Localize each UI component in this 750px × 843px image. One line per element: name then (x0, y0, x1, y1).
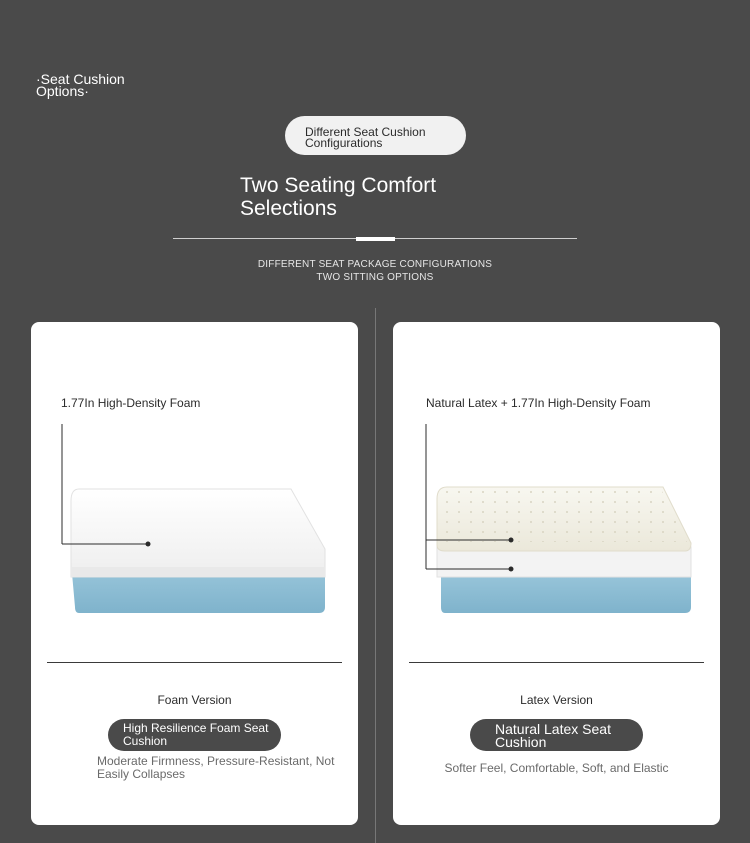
subtitle-line-2: TWO SITTING OPTIONS (316, 272, 434, 283)
section-label: ·Seat Cushion Options· (36, 71, 125, 99)
center-divider (375, 308, 376, 843)
latex-card-heading: Natural Latex + 1.77In High-Density Foam (426, 396, 651, 410)
foam-version-card (31, 322, 358, 825)
subtitle (200, 258, 550, 284)
card-divider (47, 662, 342, 663)
card-divider (409, 662, 704, 663)
latex-version-label: Latex Version (520, 693, 593, 707)
foam-version-label: Foam Version (157, 693, 232, 707)
foam-cushion-illustration (31, 417, 358, 627)
page-title: Two Seating Comfort Selections (240, 174, 437, 220)
foam-cushion-pill: High Resilience Foam Seat Cushion (108, 719, 281, 751)
latex-cushion-illustration (393, 417, 720, 627)
foam-top-layer (71, 489, 325, 577)
foam-card-heading: 1.77In High-Density Foam (61, 396, 201, 410)
foam-description: Moderate Firmness, Pressure-Resistant, Not Easily Collapses (97, 754, 335, 781)
latex-description: Softer Feel, Comfortable, Soft, and Elastic (444, 761, 669, 775)
title-divider-accent (356, 237, 395, 241)
configurations-pill: Different Seat Cushion Configurations (285, 116, 466, 155)
latex-cushion-pill: Natural Latex Seat Cushion (470, 719, 643, 751)
latex-version-card (393, 322, 720, 825)
subtitle-line-1: DIFFERENT SEAT PACKAGE CONFIGURATIONS (257, 259, 493, 270)
